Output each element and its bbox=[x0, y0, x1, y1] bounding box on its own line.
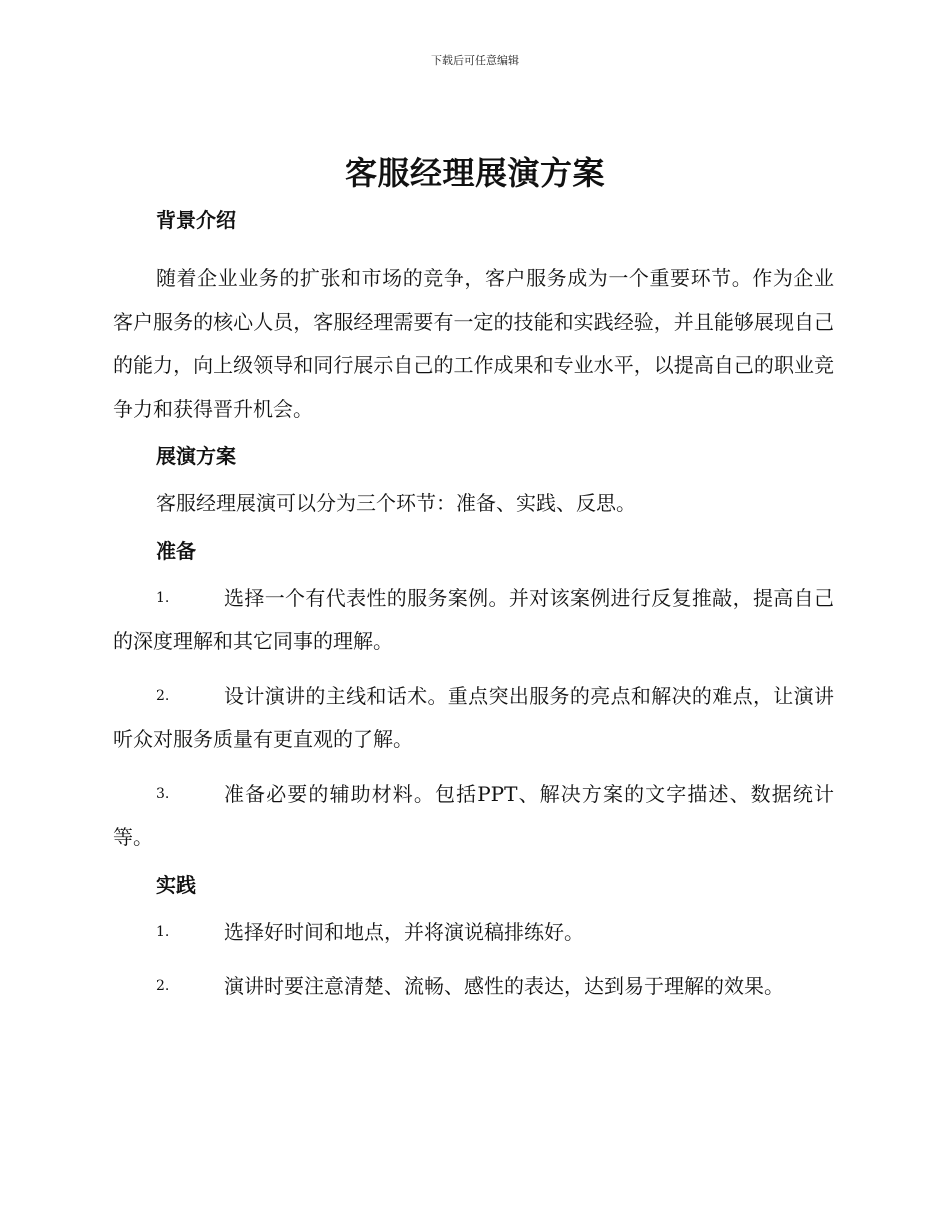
list-item-text: 准备必要的辅助材料。包括PPT、解决方案的文字描述、数据统计等。 bbox=[113, 781, 834, 849]
list-item-text: 选择好时间和地点，并将演说稿排练好。 bbox=[224, 919, 584, 944]
list-item bbox=[113, 773, 834, 860]
section-heading-prepare: 准备 bbox=[156, 538, 196, 563]
page-header: 下载后可任意编辑 bbox=[431, 54, 519, 67]
list-item-text: 演讲时要注意清楚、流畅、感性的表达，达到易于理解的效果。 bbox=[224, 974, 784, 998]
list-item-number: 2. bbox=[156, 687, 170, 704]
list-item-number: 1. bbox=[156, 923, 170, 940]
document-title: 客服经理展演方案 bbox=[344, 154, 605, 192]
list-item bbox=[113, 577, 834, 664]
plan-paragraph: 客服经理展演可以分为三个环节：准备、实践、反思。 bbox=[156, 491, 636, 515]
list-item bbox=[113, 965, 834, 1009]
list-item-text: 选择一个有代表性的服务案例。并对该案例进行反复推敲，提高自己的深度理解和其它同事的理解。 bbox=[113, 585, 834, 653]
background-paragraph: 随着企业业务的扩张和市场的竞争，客户服务成为一个重要环节。作为企业客户服务的核心人员，客服经理需要有一定的技能和实践经验，并且能够展现自己的能力，向上级领导和同行展示自己的工作成果和专业水平，以提高自己的职业竞争力和获得晋升机会。 bbox=[113, 266, 834, 421]
section-heading-practice: 实践 bbox=[156, 872, 196, 897]
list-item bbox=[113, 675, 834, 762]
list-item-number: 2. bbox=[156, 978, 170, 994]
document-body bbox=[113, 199, 834, 1009]
list-item bbox=[113, 911, 834, 955]
section-heading-background: 背景介绍 bbox=[156, 208, 236, 232]
list-item-number: 3. bbox=[156, 785, 170, 802]
list-item-text: 设计演讲的主线和话术。重点突出服务的亮点和解决的难点，让演讲听众对服务质量有更直观的了解。 bbox=[113, 683, 834, 751]
list-item-number: 1. bbox=[156, 589, 170, 606]
section-heading-plan: 展演方案 bbox=[156, 444, 236, 468]
